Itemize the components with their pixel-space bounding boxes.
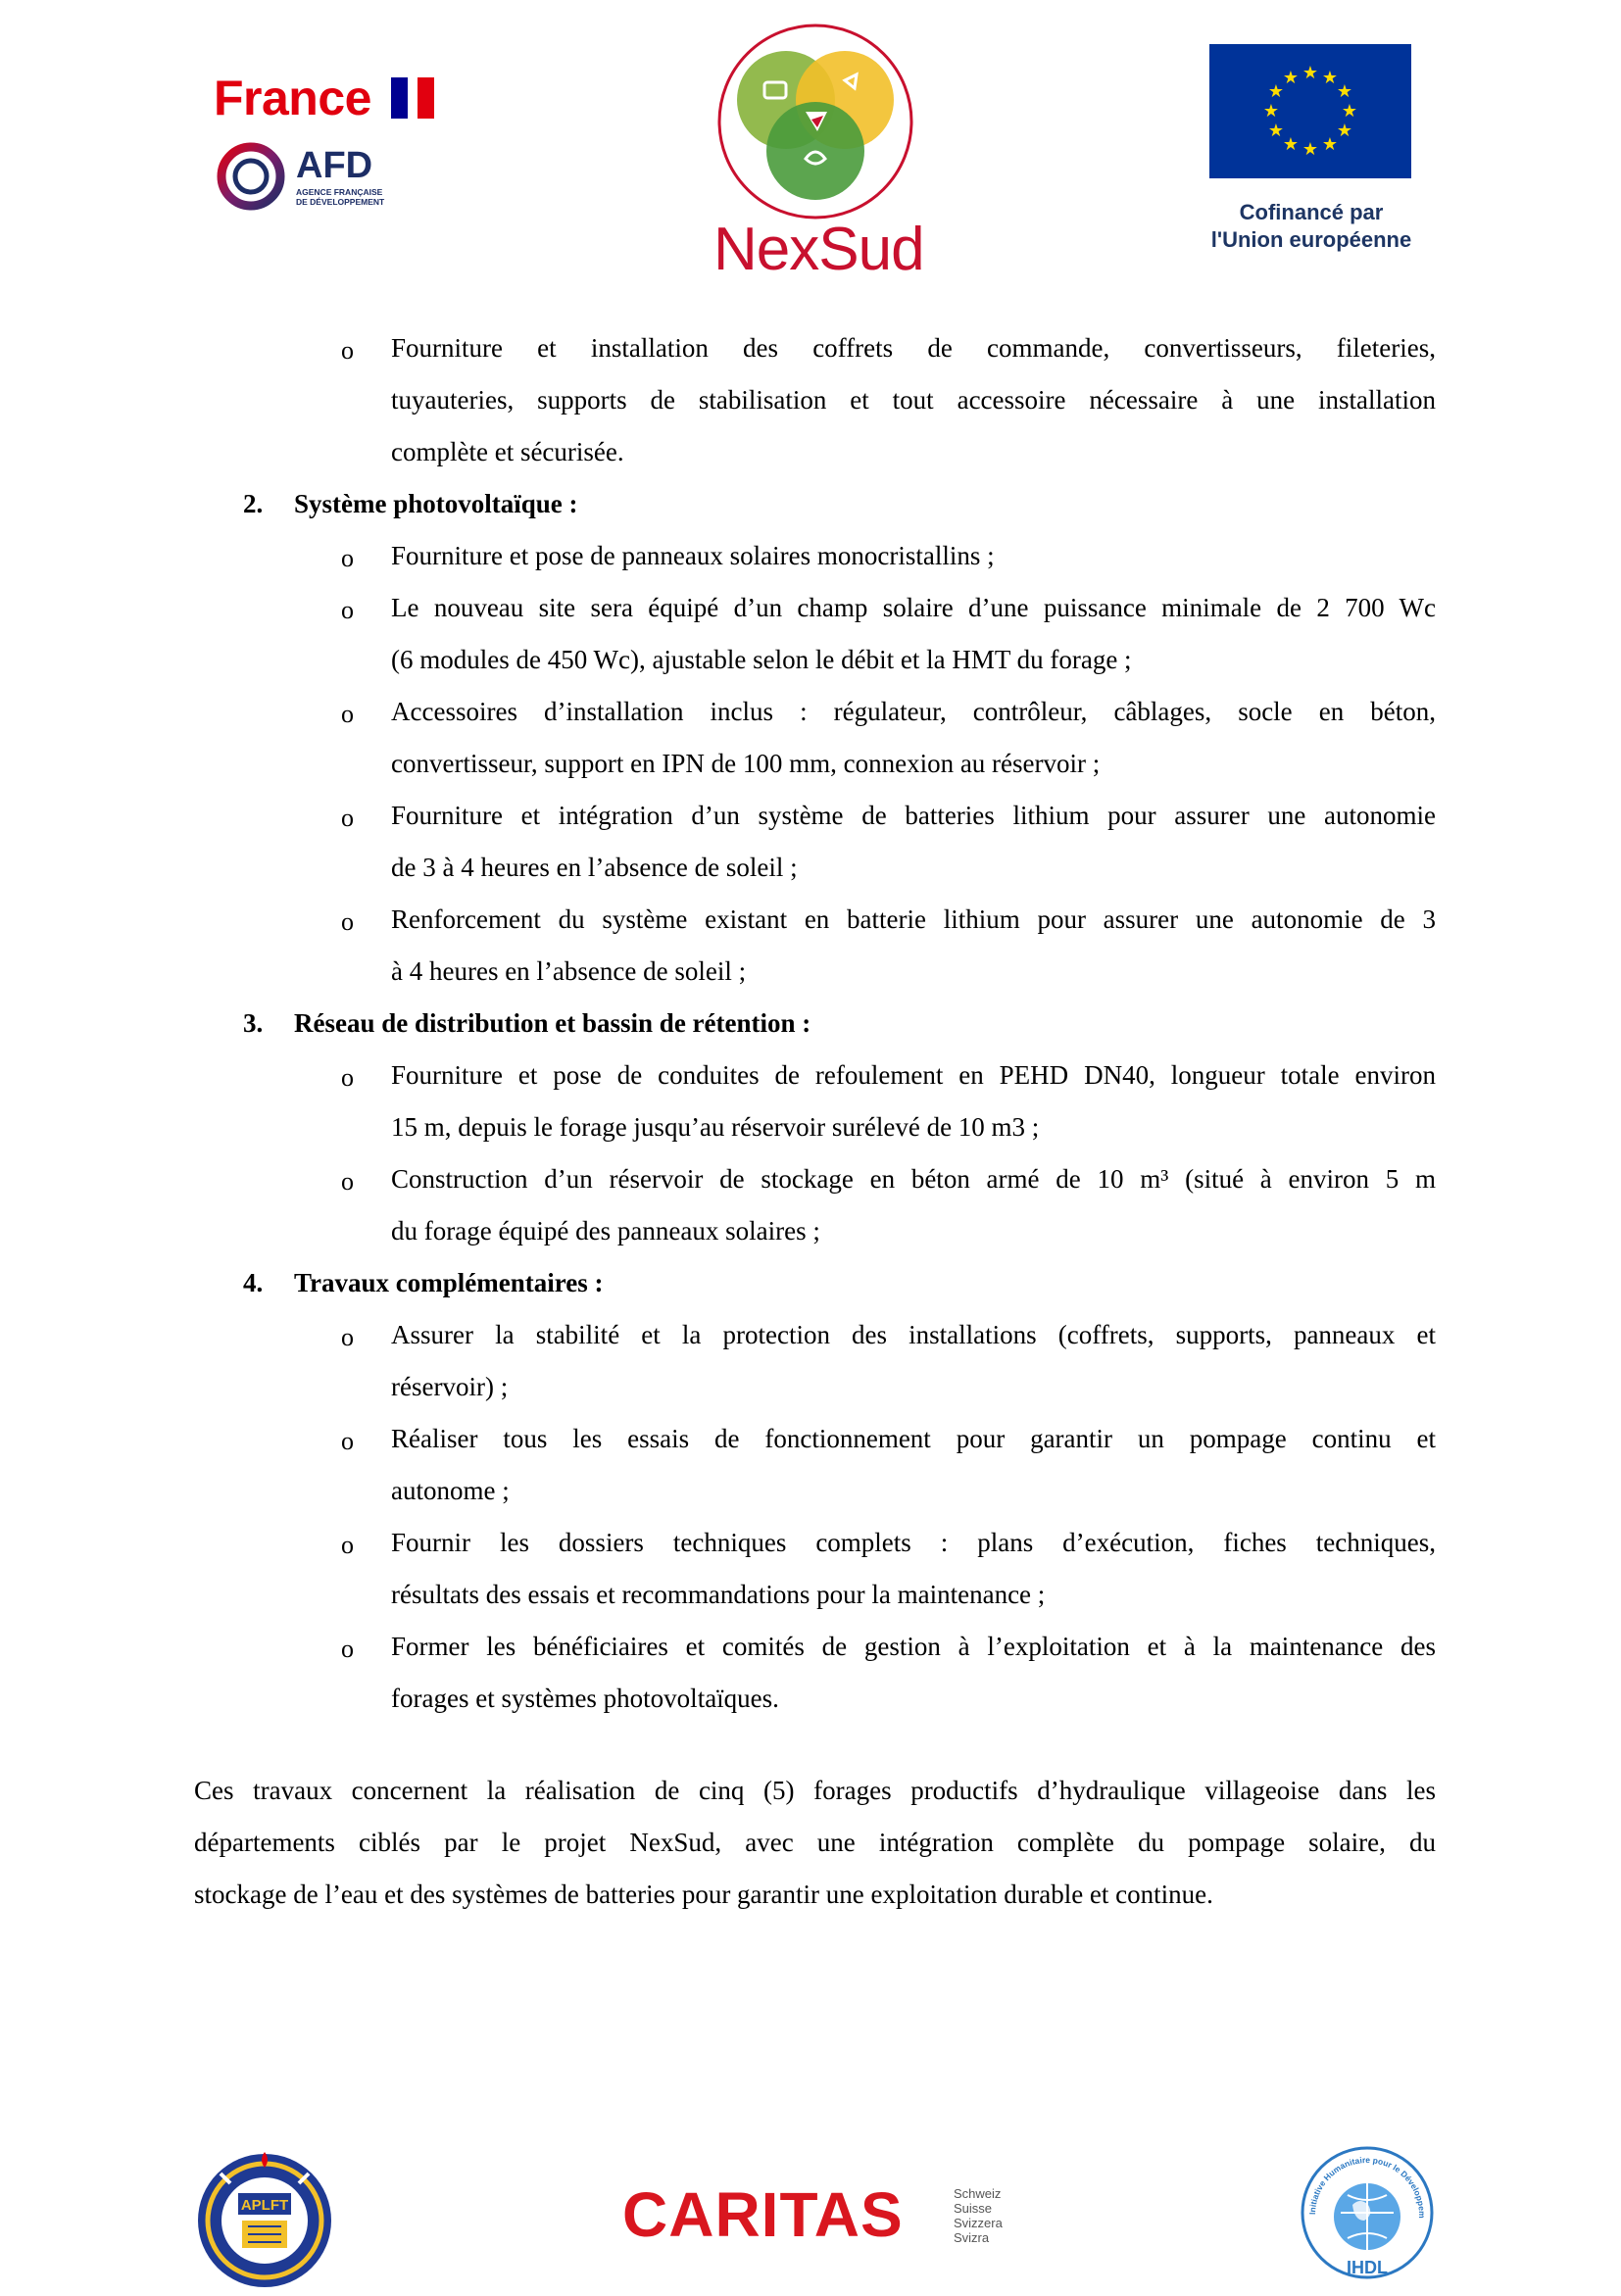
french-flag-icon [391, 77, 434, 119]
bullet-marker: o [341, 1427, 354, 1455]
list-item-line: Former les bénéficiaires et comités de gestion à l’exploitation et à la maintenance des [391, 1632, 1436, 1661]
eu-cofinance-text: Cofinancé par l'Union européenne [1210, 200, 1412, 252]
bullet-marker: o [341, 1063, 354, 1092]
bullet-marker: o [341, 596, 354, 624]
caritas-wordmark: CARITAS [622, 2179, 904, 2250]
ihdl-logo [1294, 2136, 1441, 2283]
svg-text:★: ★ [1262, 101, 1280, 122]
list-item-line: Fourniture et pose de panneaux solaires monocristallins ; [391, 541, 995, 570]
list-item-line: Fourniture et intégration d’un système de batteries lithium pour assurer une autonomie [391, 801, 1436, 830]
svg-text:★: ★ [1341, 101, 1358, 122]
svg-text:★: ★ [1321, 134, 1339, 155]
section-heading-4: 4. Travaux complémentaires : [243, 1268, 604, 1297]
nexsud-circles-icon [708, 22, 923, 222]
list-item-line: réservoir) ; [391, 1372, 509, 1401]
svg-text:★: ★ [1282, 68, 1300, 88]
svg-text:★: ★ [1302, 139, 1319, 160]
nexsud-logo [708, 22, 923, 281]
bullet-marker: o [341, 1635, 354, 1663]
caritas-languages: Schweiz Suisse Svizzera Svizra [954, 2186, 1003, 2245]
list-item-line: de 3 à 4 heures en l’absence de soleil ; [391, 853, 798, 882]
ihdl-wordmark: IHDL [1347, 2258, 1388, 2277]
bullet-marker: o [341, 804, 354, 832]
france-wordmark: France [214, 71, 371, 125]
list-item-line: Renforcement du système existant en batterie lithium pour assurer une autonomie de 3 [391, 904, 1436, 934]
caritas-logo [622, 2180, 1014, 2259]
list-item-line: Fourniture et pose de conduites de refoulement en PEHD DN40, longueur totale environ [391, 1060, 1436, 1090]
svg-text:★: ★ [1302, 63, 1319, 83]
continuation-line-1: Fourniture et installation des coffrets de commande, convertisseurs, fileteries, [391, 333, 1436, 363]
list-item-line: Construction d’un réservoir de stockage en béton armé de 10 m³ (situé à environ 5 m [391, 1164, 1436, 1194]
svg-text:★: ★ [1321, 68, 1339, 88]
list-item-line: forages et systèmes photovoltaïques. [391, 1684, 779, 1713]
list-item-line: (6 modules de 450 Wc), ajustable selon le débit et la HMT du forage ; [391, 645, 1132, 674]
list-item-line: du forage équipé des panneaux solaires ; [391, 1216, 820, 1246]
list-item-line: Fournir les dossiers techniques complets : plans d’exécution, fiches techniques, [391, 1528, 1436, 1557]
conclusion-line-3: stockage de l’eau et des systèmes de batteries pour garantir une exploitation durable et continue. [194, 1880, 1213, 1909]
eu-cofinanced-logo [1196, 44, 1421, 260]
bullet-marker: o [341, 700, 354, 728]
afd-wordmark: AFD [296, 145, 373, 186]
aplft-logo [191, 2144, 338, 2291]
section-heading-2: 2. Système photovoltaïque : [243, 489, 578, 518]
list-item-line: résultats des essais et recommandations pour la maintenance ; [391, 1580, 1046, 1609]
bullet-marker: o [341, 336, 354, 365]
aplft-wordmark: APLFT [240, 2197, 289, 2214]
list-item-line: à 4 heures en l’absence de soleil ; [391, 956, 747, 986]
bullet-marker: o [341, 907, 354, 936]
list-item-line: Accessoires d’installation inclus : régulateur, contrôleur, câblages, socle en béton, [391, 697, 1436, 726]
afd-ring-icon [214, 139, 292, 214]
svg-text:★: ★ [1336, 81, 1353, 102]
list-item-line: Assurer la stabilité et la protection des installations (coffrets, supports, panneaux et [391, 1320, 1436, 1349]
section-heading-3: 3. Réseau de distribution et bassin de rétention : [243, 1008, 811, 1038]
list-item-line: Le nouveau site sera équipé d’un champ solaire d’une puissance minimale de 2 700 Wc [391, 593, 1436, 622]
france-afd-logo [214, 71, 490, 214]
ihdl-ring-text: Initiative Humanitaire pour le Développem [1306, 2154, 1428, 2219]
nexsud-wordmark: NexSud [713, 216, 924, 283]
svg-text:★: ★ [1282, 134, 1300, 155]
continuation-line-2: tuyauteries, supports de stabilisation et tout accessoire nécessaire à une installation [391, 385, 1436, 415]
list-item-line: autonome ; [391, 1476, 510, 1505]
list-item-line: Réaliser tous les essais de fonctionnement pour garantir un pompage continu et [391, 1424, 1436, 1453]
svg-text:★: ★ [1267, 121, 1285, 141]
list-item-line: 15 m, depuis le forage jusqu’au réservoir surélevé de 10 m3 ; [391, 1112, 1040, 1142]
conclusion-line-2: départements ciblés par le projet NexSud, avec une intégration complète du pompage solaire, du [194, 1828, 1436, 1857]
bullet-marker: o [341, 1323, 354, 1351]
page-header [0, 0, 1621, 294]
svg-text:★: ★ [1336, 121, 1353, 141]
afd-subtitle: AGENCE FRANÇAISE DE DÉVELOPPEMENT [296, 187, 385, 207]
list-item-line: convertisseur, support en IPN de 100 mm, connexion au réservoir ; [391, 749, 1101, 778]
page-footer [0, 2117, 1621, 2292]
bullet-marker: o [341, 544, 354, 572]
bullet-marker: o [341, 1531, 354, 1559]
bullet-marker: o [341, 1167, 354, 1196]
eu-flag-icon [1209, 44, 1411, 178]
conclusion-line-1: Ces travaux concernent la réalisation de cinq (5) forages productifs d’hydraulique villageoise dans les [194, 1776, 1436, 1805]
svg-text:★: ★ [1267, 81, 1285, 102]
continuation-line-3: complète et sécurisée. [391, 437, 624, 466]
